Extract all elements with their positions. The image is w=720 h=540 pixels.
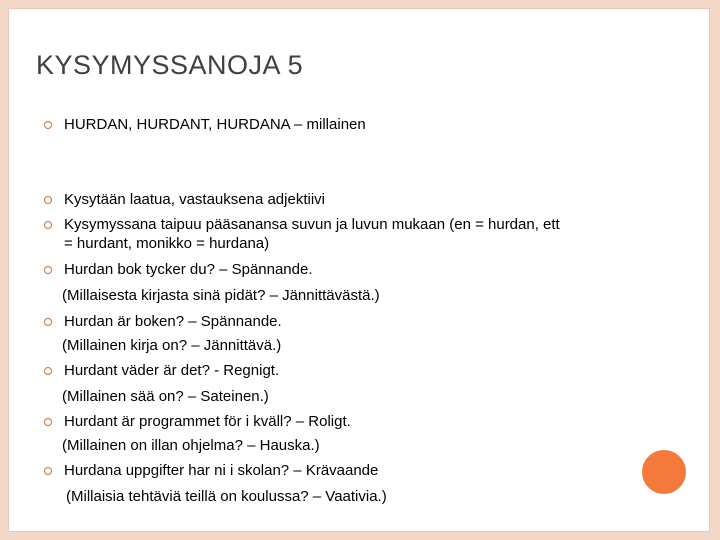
bullet-marker-3 xyxy=(44,221,52,229)
bullet-sub-3: = hurdant, monikko = hurdana) xyxy=(64,235,270,252)
slide-title: KYSYMYSSANOJA 5 xyxy=(36,50,304,80)
bullet-marker-2 xyxy=(44,196,52,204)
bullet-text-3: Kysymyssana taipuu pääsanansa suvun ja luvun mukaan (en = hurdan, ett xyxy=(64,216,560,233)
bullet-sub-8: (Millaisia tehtäviä teillä on koulussa? – Vaativia.) xyxy=(66,488,387,505)
bullet-text-2: Kysytään laatua, vastauksena adjektiivi xyxy=(64,191,325,208)
bullet-marker-5 xyxy=(44,318,52,326)
decorative-circle xyxy=(642,450,686,494)
bullet-sub-5: (Millainen kirja on? – Jännittävä.) xyxy=(62,337,282,354)
bullet-text-7: Hurdant är programmet för i kväll? – Roligt. xyxy=(64,413,351,430)
bullet-text-5: Hurdan är boken? – Spännande. xyxy=(64,313,282,330)
bullet-text-4: Hurdan bok tycker du? – Spännande. xyxy=(64,261,313,278)
bullet-sub-4: (Millaisesta kirjasta sinä pidät? – Jännittävästä.) xyxy=(62,287,380,304)
bullet-marker-8 xyxy=(44,467,52,475)
bullet-marker-6 xyxy=(44,367,52,375)
bullet-marker-7 xyxy=(44,418,52,426)
bullet-marker-1 xyxy=(44,121,52,129)
bullet-text-8: Hurdana uppgifter har ni i skolan? – Krävaande xyxy=(64,462,379,479)
bullet-text-1: HURDAN, HURDANT, HURDANA – millainen xyxy=(64,116,366,133)
bullet-text-6: Hurdant väder är det? - Regnigt. xyxy=(64,362,280,379)
bullet-sub-6: (Millainen sää on? – Sateinen.) xyxy=(62,388,269,405)
bullet-sub-7: (Millainen on illan ohjelma? – Hauska.) xyxy=(62,437,320,454)
bullet-marker-4 xyxy=(44,266,52,274)
